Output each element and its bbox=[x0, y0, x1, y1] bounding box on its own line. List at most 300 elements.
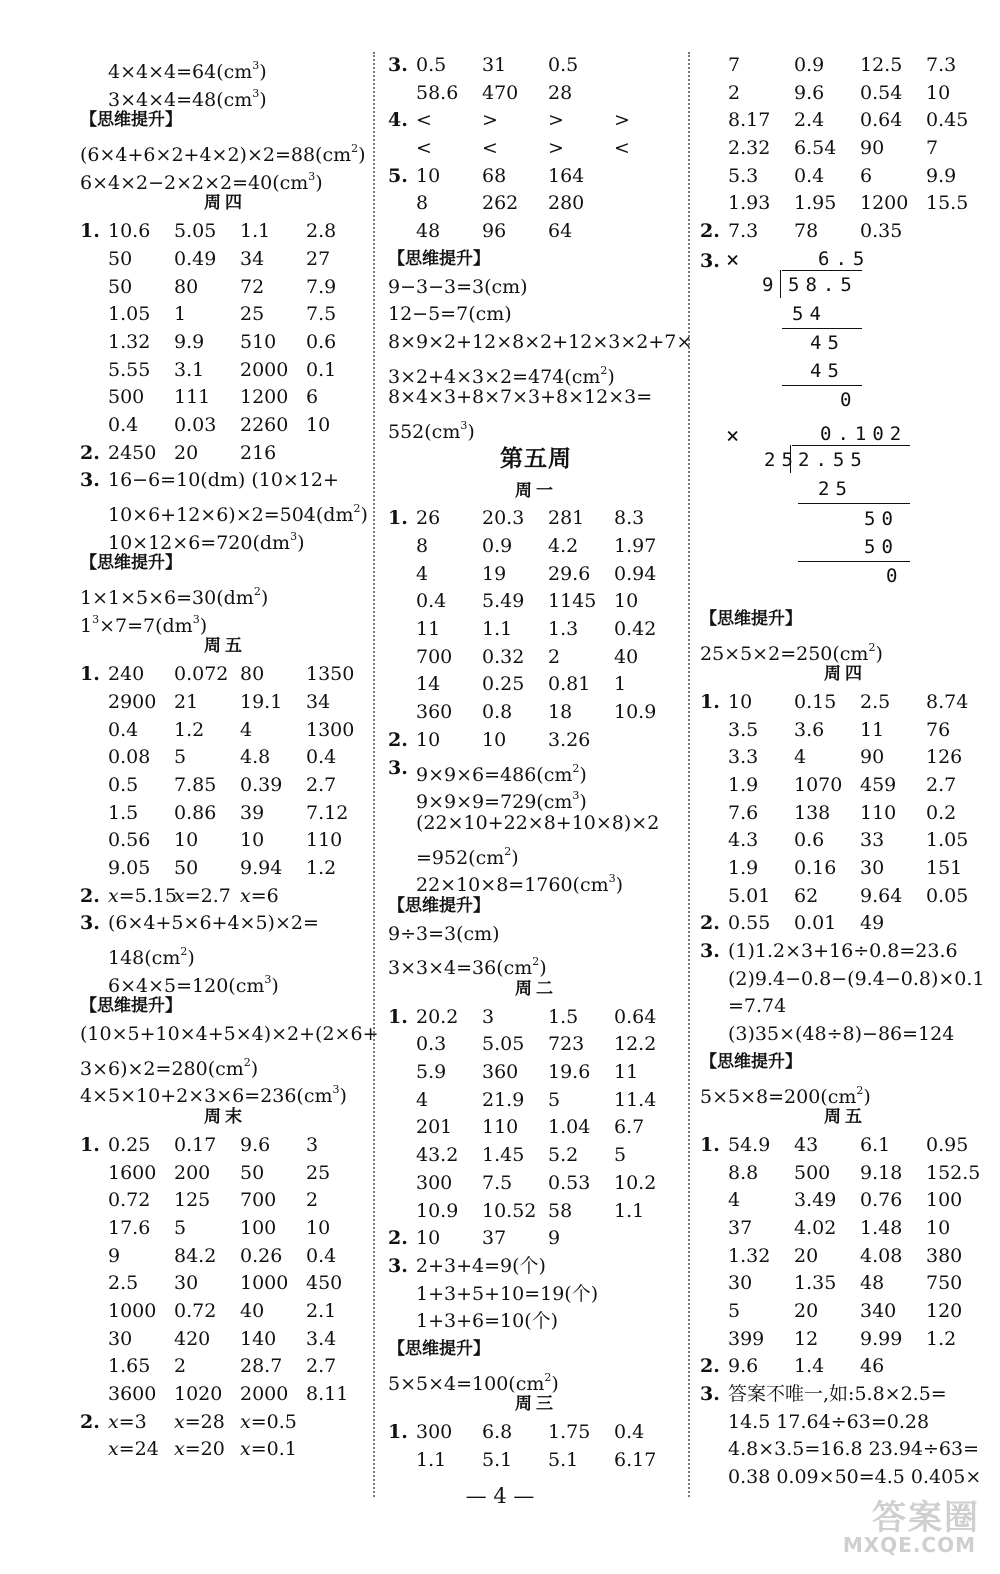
answer-cell: 12.5 bbox=[860, 54, 903, 76]
answer-cell: < bbox=[416, 137, 432, 160]
answer-cell: 0.4 bbox=[614, 1421, 645, 1443]
answer-cell: 37 bbox=[482, 1227, 507, 1250]
answer-cell: 100 bbox=[240, 1216, 277, 1239]
answer-text: $3\times 6)\times 2=280(cm^2)$ bbox=[80, 1055, 259, 1080]
day-heading: 周四 bbox=[204, 193, 246, 214]
answer-cell: 0.03 bbox=[174, 413, 217, 436]
answer-row bbox=[700, 1353, 990, 1381]
answer-text: $10\times 6+12\times 6)\times 2=504(dm^2)$ bbox=[108, 502, 368, 526]
answer-column-left bbox=[80, 52, 379, 1502]
answer-cell: 34 bbox=[240, 247, 265, 270]
question-number: 1. bbox=[388, 1005, 408, 1028]
answer-cell: 9.99 bbox=[860, 1327, 903, 1350]
answer-row bbox=[80, 772, 370, 800]
answer-line bbox=[700, 1077, 990, 1108]
answer-cell: 0.17 bbox=[174, 1133, 217, 1156]
answer-cell: 5.1 bbox=[482, 1448, 513, 1471]
answer-cell: 1.93 bbox=[728, 192, 771, 215]
wrong-mark-icon: × bbox=[726, 247, 746, 273]
answer-text: 8×9×2+12×8×2+12×3×2+7× bbox=[388, 330, 693, 353]
answer-row bbox=[700, 190, 990, 218]
week-heading: 第五周 bbox=[500, 444, 572, 472]
answer-row bbox=[80, 1381, 370, 1409]
answer-column-middle bbox=[388, 52, 693, 1502]
answer-cell: 5.05 bbox=[174, 220, 217, 243]
answer-cell: 9.9 bbox=[926, 164, 957, 187]
page-number: — 4 — bbox=[465, 1484, 535, 1508]
answer-cell: 700 bbox=[240, 1189, 277, 1212]
answer-cell: 58.6 bbox=[416, 81, 459, 104]
answer-row bbox=[700, 1326, 990, 1354]
answer-row bbox=[388, 1198, 684, 1226]
answer-cell: 0.2 bbox=[926, 801, 957, 824]
answer-cell: 9.05 bbox=[108, 856, 151, 879]
answer-cell: 1.9 bbox=[728, 773, 759, 796]
answer-cell: 0.81 bbox=[548, 673, 591, 696]
answer-row bbox=[388, 561, 684, 589]
answer-text: 9−3−3=3(cm) bbox=[388, 275, 528, 298]
answer-row bbox=[80, 218, 370, 246]
divisor: 25 bbox=[764, 448, 799, 471]
answer-cell: 50 bbox=[240, 1161, 265, 1184]
answer-cell: 151 bbox=[926, 857, 963, 879]
answer-cell: 33 bbox=[860, 829, 885, 852]
answer-cell: 1000 bbox=[108, 1299, 157, 1322]
answer-cell: 5.49 bbox=[482, 590, 525, 613]
answer-cell: 10 bbox=[926, 81, 951, 104]
answer-line bbox=[80, 1021, 379, 1049]
answer-cell: 40 bbox=[240, 1299, 265, 1322]
answer-cell: 3.1 bbox=[174, 358, 205, 381]
answer-cell: 4.3 bbox=[728, 829, 759, 852]
answer-cell: 10.2 bbox=[614, 1171, 657, 1194]
answer-cell: 0.9 bbox=[482, 535, 513, 557]
answer-cell: 43 bbox=[794, 1133, 819, 1156]
answer-cell: 1.65 bbox=[108, 1355, 151, 1378]
answer-cell: 37 bbox=[728, 1216, 753, 1239]
answer-text: $(6\times 4+6\times 2+4\times 2)\times 2=88(cm^2)$ bbox=[80, 142, 366, 167]
answer-cell: 262 bbox=[482, 192, 519, 215]
answer-cell: 2 bbox=[548, 645, 561, 668]
answer-text: 4.8×3.5=16.8 23.94÷63= bbox=[728, 1438, 980, 1461]
answer-cell: 500 bbox=[108, 386, 145, 409]
answer-cell: 1.05 bbox=[926, 829, 969, 852]
answer-cell: 1.48 bbox=[860, 1216, 903, 1239]
question-number: 4. bbox=[388, 109, 408, 132]
answer-cell: 48 bbox=[860, 1272, 885, 1295]
answer-row bbox=[700, 744, 990, 772]
question-number: 1. bbox=[80, 663, 100, 686]
answer-line bbox=[80, 523, 370, 554]
answer-text: $3\times 2+4\times 3\times 2=474(cm^2)$ bbox=[388, 363, 615, 388]
answer-cell: 0.4 bbox=[794, 164, 825, 187]
answer-cell: 50 bbox=[108, 275, 133, 298]
answer-cell: 723 bbox=[548, 1033, 585, 1056]
answer-cell: 8.3 bbox=[614, 507, 645, 530]
answer-text: 8×4×3+8×7×3+8×12×3= bbox=[388, 386, 653, 409]
answer-row bbox=[80, 384, 370, 412]
answer-cell: 10 bbox=[416, 728, 441, 751]
answer-cell: 300 bbox=[416, 1421, 453, 1443]
question-number: 2. bbox=[700, 220, 720, 243]
answer-cell: 140 bbox=[240, 1327, 277, 1350]
answer-row bbox=[388, 218, 684, 246]
answer-line bbox=[388, 1253, 684, 1281]
answer-row bbox=[388, 190, 684, 218]
question-number: 3. bbox=[388, 1254, 408, 1277]
answer-cell: 0.25 bbox=[108, 1133, 151, 1156]
remainder: 50 bbox=[864, 507, 899, 530]
answer-line bbox=[388, 274, 684, 302]
answer-cell: 2 bbox=[174, 1355, 187, 1378]
answer-cell: 1350 bbox=[306, 663, 355, 686]
answer-line bbox=[388, 384, 684, 412]
answer-cell: 2.4 bbox=[794, 109, 825, 132]
answer-cell: 31 bbox=[482, 54, 507, 76]
answer-text: $3\times 3\times 4=36(cm^2)$ bbox=[388, 955, 547, 980]
answer-cell: 18 bbox=[548, 701, 573, 724]
answer-cell: 1.97 bbox=[614, 535, 657, 557]
answer-row bbox=[700, 1132, 990, 1160]
question-number: 2. bbox=[388, 1227, 408, 1250]
answer-cell: 1.2 bbox=[926, 1327, 957, 1350]
answer-cell: 6.1 bbox=[860, 1133, 891, 1156]
division-line bbox=[798, 561, 910, 562]
question-number: 2. bbox=[388, 728, 408, 751]
answer-row bbox=[700, 163, 990, 191]
answer-cell: 7.85 bbox=[174, 773, 217, 796]
answer-cell: 0.55 bbox=[728, 912, 771, 935]
answer-cell: 750 bbox=[926, 1272, 963, 1295]
answer-cell: 470 bbox=[482, 81, 519, 104]
answer-cell: 19 bbox=[482, 562, 507, 585]
answer-cell: 0.4 bbox=[108, 718, 139, 741]
answer-text: $6\times 4\times 5=120(cm^3)$ bbox=[108, 972, 279, 997]
answer-line bbox=[80, 80, 370, 111]
answer-line bbox=[388, 301, 684, 329]
answer-cell: 7.3 bbox=[926, 54, 957, 76]
answer-cell: 450 bbox=[306, 1272, 343, 1295]
answer-cell: 10 bbox=[416, 1227, 441, 1250]
answer-cell: 30 bbox=[174, 1272, 199, 1295]
answer-cell: 281 bbox=[548, 507, 585, 530]
answer-row bbox=[388, 1447, 684, 1475]
answer-cell: 10 bbox=[926, 1216, 951, 1239]
answer-cell: 0.6 bbox=[794, 829, 825, 852]
answer-cell: 27 bbox=[306, 247, 331, 270]
answer-text: $1^3\times 7=7(dm^3)$ bbox=[80, 612, 208, 637]
answer-cell: 1000 bbox=[240, 1272, 289, 1295]
answer-line bbox=[388, 755, 684, 786]
answer-cell: x=2.7 bbox=[174, 884, 231, 907]
answer-cell: 72 bbox=[240, 275, 265, 298]
thinking-section-tag: 【思维提升】 bbox=[80, 553, 182, 574]
answer-cell: 1.2 bbox=[306, 856, 337, 879]
answer-row bbox=[388, 1059, 684, 1087]
answer-text: 9÷3=3(cm) bbox=[388, 922, 500, 945]
answer-text: $9\times 9\times 6=486(cm^2)$ bbox=[416, 761, 587, 786]
answer-cell: x=5.15 bbox=[108, 884, 177, 907]
answer-row bbox=[700, 80, 990, 108]
answer-cell: 30 bbox=[728, 1272, 753, 1295]
answer-cell: 5 bbox=[174, 1216, 187, 1239]
answer-cell: 1.2 bbox=[174, 718, 205, 741]
answer-cell: 4.2 bbox=[548, 535, 579, 557]
answer-row bbox=[80, 1132, 370, 1160]
answer-cell: 5 bbox=[174, 746, 187, 769]
answer-cell: 7.3 bbox=[728, 220, 759, 243]
answer-cell: 2 bbox=[306, 1189, 319, 1212]
answer-row bbox=[700, 800, 990, 828]
division-line bbox=[782, 385, 862, 386]
answer-text: $4\times 5\times 10+2\times 3\times 6=236(cm^3)$ bbox=[80, 1083, 347, 1108]
answer-cell: 0.9 bbox=[794, 54, 825, 76]
answer-cell: 43.2 bbox=[416, 1144, 459, 1167]
answer-cell: 20 bbox=[794, 1244, 819, 1267]
answer-cell: 3.4 bbox=[306, 1327, 337, 1350]
answer-line bbox=[80, 52, 370, 83]
answer-text: (1)1.2×3+16÷0.8=23.6 bbox=[728, 940, 958, 963]
answer-line bbox=[80, 495, 370, 526]
answer-cell: 76 bbox=[926, 718, 951, 741]
answer-text: 16−6=10(dm) (10×12+ bbox=[108, 469, 339, 492]
answer-cell: 39 bbox=[240, 801, 265, 824]
answer-cell: 78 bbox=[794, 220, 819, 243]
answer-cell: 0.8 bbox=[482, 701, 513, 724]
answer-row bbox=[80, 661, 370, 689]
answer-cell: 1.05 bbox=[108, 303, 151, 326]
day-heading: 周末 bbox=[204, 1107, 246, 1128]
answer-cell: 0.1 bbox=[306, 358, 337, 381]
answer-cell: 9.9 bbox=[174, 330, 205, 353]
answer-cell: < bbox=[482, 137, 498, 160]
answer-cell: > bbox=[482, 109, 498, 132]
answer-cell: 1.32 bbox=[108, 330, 151, 353]
answer-cell: 34 bbox=[306, 690, 331, 713]
answer-cell: 40 bbox=[614, 645, 639, 668]
answer-text: $=952(cm^2)$ bbox=[416, 844, 519, 869]
answer-row bbox=[80, 1409, 370, 1437]
answer-text: $148(cm^2)$ bbox=[108, 945, 195, 969]
subtrahend: 54 bbox=[792, 302, 827, 325]
answer-cell: 10 bbox=[728, 690, 753, 713]
answer-cell: 9.64 bbox=[860, 884, 903, 907]
answer-cell: 0.01 bbox=[794, 912, 837, 935]
answer-cell: 64 bbox=[548, 220, 573, 243]
answer-cell: 4.02 bbox=[794, 1216, 837, 1239]
answer-cell: 240 bbox=[108, 663, 145, 686]
answer-cell: 6 bbox=[306, 386, 319, 409]
question-number: 1. bbox=[700, 690, 720, 713]
answer-cell: 0.56 bbox=[108, 829, 151, 852]
answer-row bbox=[388, 163, 684, 191]
subtrahend: 25 bbox=[818, 477, 853, 500]
answer-row bbox=[388, 616, 684, 644]
answer-cell: 9 bbox=[548, 1227, 561, 1250]
question-number: 1. bbox=[388, 507, 408, 530]
answer-cell: 25 bbox=[240, 303, 265, 326]
answer-line bbox=[388, 357, 684, 388]
answer-cell: 9.18 bbox=[860, 1161, 903, 1184]
answer-cell: 0.25 bbox=[482, 673, 525, 696]
answer-cell: 4.8 bbox=[240, 746, 271, 769]
remainder: 45 bbox=[810, 331, 845, 354]
answer-cell: > bbox=[614, 109, 630, 132]
answer-cell: 14 bbox=[416, 673, 441, 696]
answer-cell: 0.64 bbox=[860, 109, 903, 132]
answer-cell: 3.3 bbox=[728, 746, 759, 769]
answer-cell: 1.1 bbox=[482, 618, 513, 641]
answer-line bbox=[388, 810, 684, 838]
answer-cell: 2.7 bbox=[926, 773, 957, 796]
answer-cell: < bbox=[614, 137, 630, 160]
question-number: 3. bbox=[388, 54, 408, 76]
answer-cell: 510 bbox=[240, 330, 277, 353]
question-number: 3. bbox=[700, 249, 720, 272]
answer-row bbox=[700, 135, 990, 163]
answer-cell: 20.3 bbox=[482, 507, 525, 530]
answer-cell: 0.5 bbox=[548, 54, 579, 76]
answer-text: $5\times 5\times 4=100(cm^2)$ bbox=[388, 1370, 559, 1395]
answer-cell: 80 bbox=[174, 275, 199, 298]
answer-cell: 1.3 bbox=[548, 618, 579, 641]
thinking-section-tag: 【思维提升】 bbox=[700, 608, 802, 629]
answer-cell: 90 bbox=[860, 137, 885, 160]
answer-cell: 1 bbox=[174, 303, 187, 326]
answer-cell: 50 bbox=[108, 247, 133, 270]
answer-cell: 0.64 bbox=[614, 1005, 657, 1028]
answer-cell: 1.5 bbox=[548, 1005, 579, 1028]
day-heading: 周二 bbox=[515, 979, 557, 999]
answer-line bbox=[700, 1436, 990, 1464]
answer-cell: 340 bbox=[860, 1300, 897, 1322]
answer-cell: 0.15 bbox=[794, 690, 837, 713]
answer-line bbox=[388, 921, 684, 949]
answer-cell: 0.5 bbox=[108, 773, 139, 796]
answer-row bbox=[80, 1215, 370, 1243]
answer-cell: 1.75 bbox=[548, 1421, 591, 1443]
answer-cell: 11 bbox=[416, 618, 441, 641]
answer-cell: 12 bbox=[794, 1327, 819, 1350]
answer-text: (6×4+5×6+4×5)×2= bbox=[108, 912, 319, 935]
answer-cell: 30 bbox=[860, 857, 885, 879]
answer-line bbox=[700, 993, 990, 1021]
answer-text: 1+3+5+10=19(个) bbox=[416, 1282, 599, 1305]
answer-cell: 4 bbox=[728, 1189, 741, 1212]
quotient: 6.5 bbox=[818, 247, 871, 270]
answer-row bbox=[700, 1160, 990, 1188]
subtrahend: 50 bbox=[864, 535, 899, 558]
answer-cell: 2 bbox=[728, 81, 741, 104]
answer-text: 2+3+4=9(个) bbox=[416, 1254, 546, 1277]
answer-cell: 4 bbox=[416, 1088, 429, 1111]
answer-cell: 6 bbox=[860, 164, 873, 187]
answer-cell: 0.49 bbox=[174, 247, 217, 270]
answer-line bbox=[80, 1049, 370, 1080]
question-number: 2. bbox=[80, 441, 100, 464]
answer-cell: 1.45 bbox=[482, 1144, 525, 1167]
answer-row bbox=[388, 699, 684, 727]
dividend: 58.5 bbox=[788, 273, 858, 296]
answer-cell: 7.5 bbox=[482, 1171, 513, 1194]
answer-cell: 0.072 bbox=[174, 663, 229, 686]
answer-row bbox=[388, 505, 684, 533]
answer-cell: 9 bbox=[108, 1244, 121, 1267]
answer-row bbox=[80, 1298, 370, 1326]
answer-cell: 6.54 bbox=[794, 137, 837, 160]
answer-cell: 25 bbox=[306, 1161, 331, 1184]
answer-row bbox=[80, 827, 370, 855]
answer-cell: 164 bbox=[548, 164, 585, 187]
answer-cell: 399 bbox=[728, 1327, 765, 1350]
answer-cell: 0.72 bbox=[174, 1299, 217, 1322]
day-heading: 周三 bbox=[515, 1394, 557, 1415]
answer-cell: 21 bbox=[174, 690, 199, 713]
answer-line bbox=[80, 578, 370, 610]
answer-row bbox=[80, 744, 370, 772]
answer-cell: 19.1 bbox=[240, 690, 283, 713]
answer-text: (22×10+22×8+10×8)×2 bbox=[416, 811, 660, 834]
answer-row bbox=[700, 1215, 990, 1243]
answer-row bbox=[700, 855, 990, 883]
answer-cell: 2.5 bbox=[860, 690, 891, 713]
answer-row bbox=[80, 717, 370, 745]
answer-row bbox=[700, 1187, 990, 1215]
answer-row bbox=[388, 1087, 684, 1115]
answer-cell: 58 bbox=[548, 1199, 573, 1222]
answer-cell: 216 bbox=[240, 441, 277, 464]
answer-row bbox=[80, 1436, 370, 1464]
answer-cell: 0.4 bbox=[306, 1244, 337, 1267]
answer-text: =7.74 bbox=[728, 995, 787, 1018]
answer-cell: 10 bbox=[416, 164, 441, 187]
answer-cell: 10 bbox=[306, 1216, 331, 1239]
answer-cell: 1 bbox=[614, 673, 627, 696]
answer-row bbox=[700, 1243, 990, 1271]
answer-cell: 0.6 bbox=[306, 330, 337, 353]
answer-cell: 26 bbox=[416, 507, 441, 530]
answer-row bbox=[388, 533, 684, 561]
answer-cell: 5.05 bbox=[482, 1033, 525, 1056]
question-number: 3. bbox=[388, 756, 408, 779]
answer-cell: 200 bbox=[174, 1161, 211, 1184]
answer-cell: 11.4 bbox=[614, 1088, 657, 1111]
answer-cell: 2000 bbox=[240, 1383, 289, 1405]
answer-cell: 8 bbox=[416, 192, 429, 215]
answer-cell: x=6 bbox=[240, 884, 279, 907]
answer-cell: 125 bbox=[174, 1189, 211, 1212]
answer-cell: 0.95 bbox=[926, 1133, 969, 1156]
answer-cell: 120 bbox=[926, 1300, 963, 1322]
answer-text: $10\times 12\times 6=720(dm^3)$ bbox=[108, 529, 305, 554]
question-number: 3. bbox=[80, 469, 100, 492]
answer-cell: 6.8 bbox=[482, 1421, 513, 1443]
answer-cell: 1020 bbox=[174, 1383, 223, 1405]
answer-cell: 0.16 bbox=[794, 857, 837, 879]
question-number: 1. bbox=[700, 1133, 720, 1156]
answer-text: 1+3+6=10(个) bbox=[416, 1310, 559, 1333]
answer-cell: 5.55 bbox=[108, 358, 151, 381]
answer-cell: 29.6 bbox=[548, 562, 591, 585]
answer-cell: 50 bbox=[174, 856, 199, 879]
answer-text: (3)35×(48÷8)−86=124 bbox=[728, 1023, 955, 1046]
answer-row bbox=[700, 717, 990, 745]
answer-cell: 380 bbox=[926, 1244, 963, 1267]
answer-cell: 1.4 bbox=[794, 1355, 825, 1378]
answer-cell: 0.45 bbox=[926, 109, 969, 132]
answer-cell: 1145 bbox=[548, 590, 597, 613]
answer-line bbox=[388, 838, 684, 869]
